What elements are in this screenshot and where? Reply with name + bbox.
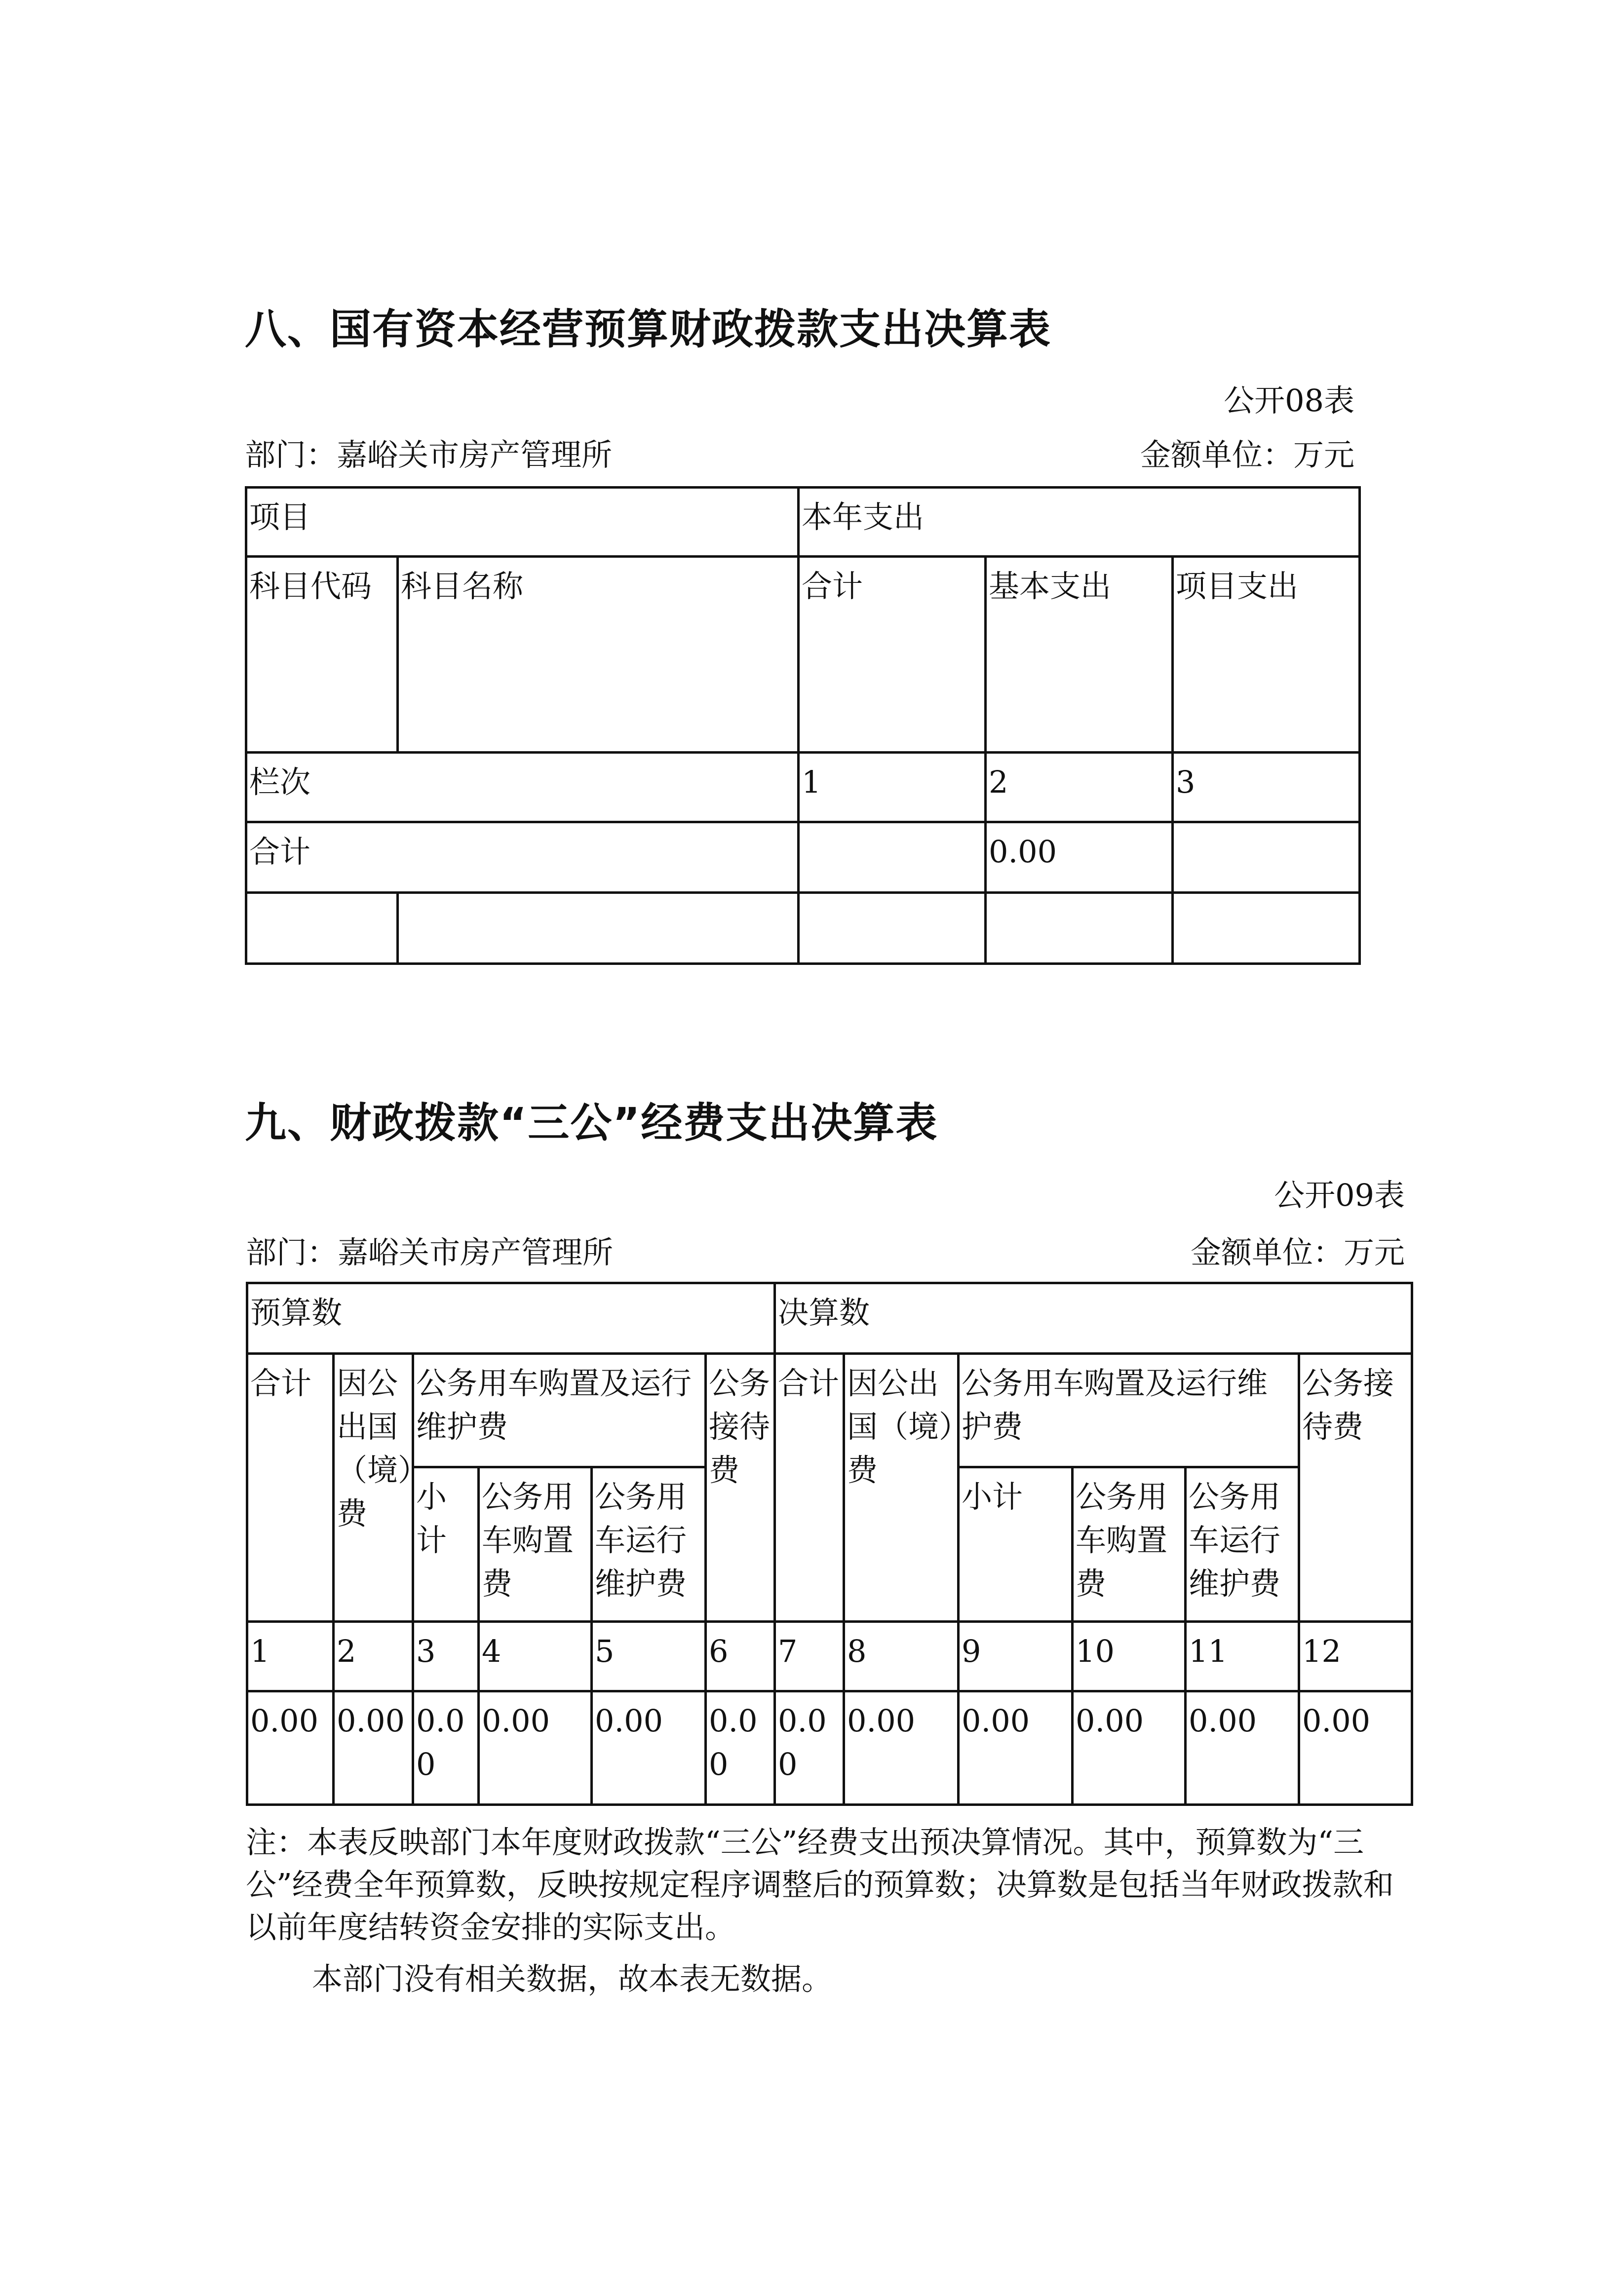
group-budget: 预算数 <box>247 1283 775 1354</box>
table-row <box>247 1691 1412 1805</box>
section9-table <box>246 1282 1413 1806</box>
value-cell: 0.00 <box>479 1691 592 1805</box>
table-row <box>247 1622 1412 1691</box>
cell <box>1173 822 1360 893</box>
value-cell: 0.00 <box>334 1691 413 1805</box>
value-cell: 0.00 <box>775 1691 844 1805</box>
cell <box>1173 893 1360 964</box>
header-item: 项目 <box>246 488 799 557</box>
cell <box>246 893 398 964</box>
section8-table-code: 公开08表 <box>1224 383 1354 419</box>
header-operation: 公务用车运行维护费 <box>1186 1467 1299 1622</box>
cell: 1 <box>799 753 986 822</box>
value-cell: 0.00 <box>1073 1691 1186 1805</box>
header-total: 合计 <box>247 1354 334 1622</box>
value-cell: 0.00 <box>413 1691 479 1805</box>
cell <box>799 893 986 964</box>
header-code: 科目代码 <box>246 557 398 753</box>
header-abroad: 因公出国（境）费 <box>334 1354 413 1622</box>
header-basic: 基本支出 <box>986 557 1173 753</box>
section9-no-data: 本部门没有相关数据，故本表无数据。 <box>312 1961 833 1997</box>
section8-title: 八、国有资本经营预算财政拨款支出决算表 <box>245 305 1052 353</box>
header-name: 科目名称 <box>398 557 799 753</box>
cell: 3 <box>1173 753 1360 822</box>
header-total: 合计 <box>799 557 986 753</box>
cell <box>398 893 799 964</box>
header-total: 合计 <box>775 1354 844 1622</box>
section9-unit: 金额单位：万元 <box>1190 1234 1405 1270</box>
column-number-cell: 7 <box>775 1622 844 1691</box>
section8-department: 部门：嘉峪关市房产管理所 <box>245 437 613 473</box>
total-row-label: 合计 <box>246 822 799 893</box>
section9-table-code: 公开09表 <box>1274 1177 1405 1213</box>
section9-department: 部门：嘉峪关市房产管理所 <box>246 1234 614 1270</box>
section9-note: 注：本表反映部门本年度财政拨款“三公”经费支出预决算情况。其中，预算数为“三公”经费全年预算数，反映按规定程序调整后的预算数；决算数是包括当年财政拨款和以前年度结转资金安排的实际支出。 <box>246 1824 1394 1945</box>
cell <box>986 893 1173 964</box>
header-project: 项目支出 <box>1173 557 1360 753</box>
group-final: 决算数 <box>775 1283 1412 1354</box>
column-number-cell: 2 <box>334 1622 413 1691</box>
header-subtotal: 小计 <box>413 1467 479 1622</box>
cell: 0.00 <box>986 822 1173 893</box>
header-operation: 公务用车运行维护费 <box>592 1467 706 1622</box>
value-cell: 0.00 <box>1186 1691 1299 1805</box>
column-number-cell: 3 <box>413 1622 479 1691</box>
column-number-cell: 9 <box>959 1622 1073 1691</box>
header-reception: 公务接待费 <box>1299 1354 1412 1622</box>
value-cell: 0.00 <box>592 1691 706 1805</box>
column-number-cell: 11 <box>1186 1622 1299 1691</box>
header-purchase: 公务用车购置费 <box>1073 1467 1186 1622</box>
cell: 2 <box>986 753 1173 822</box>
column-number-cell: 1 <box>247 1622 334 1691</box>
column-number-cell: 8 <box>844 1622 959 1691</box>
column-number-cell: 10 <box>1073 1622 1186 1691</box>
header-abroad: 因公出国（境）费 <box>844 1354 959 1622</box>
table-row <box>246 822 1360 893</box>
value-cell: 0.00 <box>844 1691 959 1805</box>
column-number-cell: 5 <box>592 1622 706 1691</box>
cell <box>799 822 986 893</box>
header-subtotal: 小计 <box>959 1467 1073 1622</box>
header-purchase: 公务用车购置费 <box>479 1467 592 1622</box>
value-cell: 0.00 <box>706 1691 775 1805</box>
value-cell: 0.00 <box>247 1691 334 1805</box>
section9-title: 九、财政拨款“三公”经费支出决算表 <box>245 1099 938 1147</box>
column-row-label: 栏次 <box>246 753 799 822</box>
value-cell: 0.00 <box>959 1691 1073 1805</box>
column-number-cell: 6 <box>706 1622 775 1691</box>
table-row <box>246 893 1360 964</box>
column-number-cell: 12 <box>1299 1622 1412 1691</box>
section8-table <box>245 486 1361 965</box>
value-cell: 0.00 <box>1299 1691 1412 1805</box>
header-vehicle: 公务用车购置及运行维护费 <box>959 1354 1299 1467</box>
column-number-cell: 4 <box>479 1622 592 1691</box>
header-reception: 公务接待费 <box>706 1354 775 1622</box>
section8-unit: 金额单位：万元 <box>1140 437 1354 473</box>
header-current-year: 本年支出 <box>799 488 1360 557</box>
table-row <box>246 753 1360 822</box>
header-vehicle: 公务用车购置及运行维护费 <box>413 1354 706 1467</box>
